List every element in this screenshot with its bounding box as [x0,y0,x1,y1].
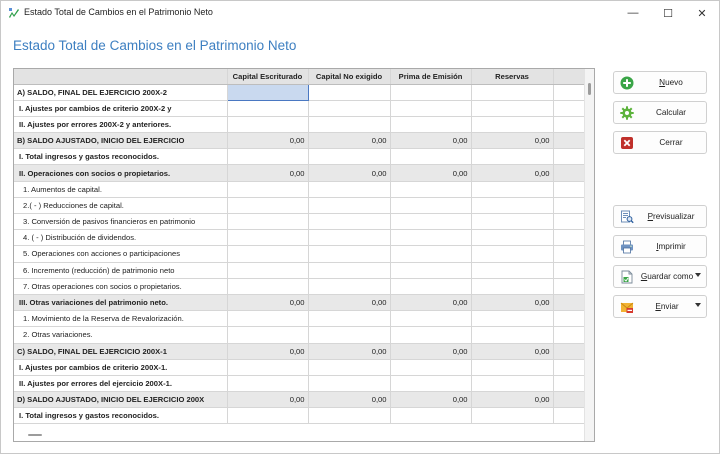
add-circle-icon [620,76,634,90]
close-icon [620,136,634,150]
cell-capital-escriturado[interactable]: 0,00 [227,343,308,359]
cell-capital-escriturado[interactable] [227,84,308,100]
cell-reservas[interactable] [471,214,553,230]
row-label: 3. Conversión de pasivos financieros en patrimonio [14,214,227,230]
chevron-down-icon [695,303,701,307]
cell-prima-emision[interactable] [390,262,471,278]
cell-capital-escriturado[interactable]: 0,00 [227,133,308,149]
cell-extra [553,408,584,424]
cell-extra [553,343,584,359]
row-label: D) SALDO AJUSTADO, INICIO DEL EJERCICIO 200X [14,392,227,408]
column-header-prima-emision[interactable]: Prima de Emisión [390,69,471,84]
row-label: 1. Aumentos de capital. [14,181,227,197]
cell-capital-no-exigido[interactable] [308,197,390,213]
cell-prima-emision[interactable] [390,84,471,100]
cell-reservas[interactable] [471,246,553,262]
horizontal-scrollbar-thumb[interactable] [28,434,42,436]
cell-reservas[interactable]: 0,00 [471,294,553,310]
cell-prima-emision[interactable] [390,278,471,294]
table-row [14,246,584,262]
cell-reservas[interactable] [471,262,553,278]
cell-capital-no-exigido[interactable] [308,327,390,343]
cell-extra [553,100,584,116]
cell-extra [553,262,584,278]
table-row [14,116,584,132]
cell-reservas[interactable] [471,375,553,391]
nuevo-button[interactable] [613,71,707,94]
cell-prima-emision[interactable] [390,230,471,246]
cell-prima-emision[interactable] [390,359,471,375]
cell-capital-no-exigido[interactable]: 0,00 [308,343,390,359]
cell-reservas[interactable]: 0,00 [471,392,553,408]
calcular-button[interactable] [613,101,707,124]
chevron-down-icon [695,273,701,277]
email-pdf-icon [620,300,634,314]
cell-reservas[interactable] [471,149,553,165]
cell-reservas[interactable]: 0,00 [471,165,553,181]
imprimir-button[interactable] [613,235,707,258]
table-row [14,392,584,408]
enviar-label: Enviar [655,302,679,311]
cell-capital-no-exigido[interactable]: 0,00 [308,294,390,310]
cell-prima-emision[interactable] [390,327,471,343]
grid-corner-header [14,69,227,84]
title-bar [1,1,719,25]
cell-prima-emision[interactable]: 0,00 [390,343,471,359]
cell-capital-escriturado[interactable] [227,116,308,132]
row-label: II. Ajustes por errores del ejercicio 200X-1. [14,375,227,391]
row-label: I. Ajustes por cambios de criterio 200X-2 y [14,100,227,116]
table-row [14,262,584,278]
cell-extra [553,311,584,327]
cell-prima-emision[interactable] [390,116,471,132]
row-label: 2. Otras variaciones. [14,327,227,343]
window-title: Estado Total de Cambios en el Patrimonio Neto [24,7,213,17]
vertical-scrollbar[interactable] [584,69,594,441]
close-window-button[interactable] [685,1,719,25]
cell-capital-escriturado[interactable] [227,327,308,343]
row-label: I. Total ingresos y gastos reconocidos. [14,149,227,165]
cell-capital-no-exigido[interactable] [308,408,390,424]
guardar-como-label: Guardar como [640,272,694,281]
minimize-button[interactable] [616,1,650,25]
grid-table [14,69,585,424]
row-label: II. Ajustes por errores 200X-2 y anteriores. [14,116,227,132]
table-row [14,133,584,149]
column-header-reservas[interactable]: Reservas [471,69,553,84]
cerrar-button[interactable] [613,131,707,154]
table-row [14,181,584,197]
cell-capital-no-exigido[interactable] [308,262,390,278]
cell-capital-no-exigido[interactable]: 0,00 [308,133,390,149]
cell-capital-escriturado[interactable]: 0,00 [227,392,308,408]
row-label: B) SALDO AJUSTADO, INICIO DEL EJERCICIO [14,133,227,149]
row-label: II. Operaciones con socios o propietarios. [14,165,227,181]
gear-icon [620,106,634,120]
table-row [14,311,584,327]
cell-capital-escriturado[interactable] [227,197,308,213]
cell-capital-no-exigido[interactable] [308,100,390,116]
close-icon: ✕ [697,7,707,20]
cell-prima-emision[interactable] [390,181,471,197]
previsualizar-label: Previsualizar [647,212,695,221]
row-label: 4. ( - ) Distribución de dividendos. [14,230,227,246]
cell-prima-emision[interactable] [390,149,471,165]
cell-capital-escriturado[interactable] [227,311,308,327]
cell-capital-no-exigido[interactable] [308,84,390,100]
cell-extra [553,165,584,181]
cell-extra [553,149,584,165]
cell-extra [553,375,584,391]
table-row [14,278,584,294]
cell-capital-escriturado[interactable] [227,246,308,262]
cell-prima-emision[interactable] [390,214,471,230]
cell-reservas[interactable] [471,116,553,132]
cell-reservas[interactable] [471,278,553,294]
cell-reservas[interactable] [471,100,553,116]
cell-capital-no-exigido[interactable] [308,359,390,375]
cell-reservas[interactable] [471,230,553,246]
table-row [14,214,584,230]
cell-capital-escriturado[interactable] [227,262,308,278]
cell-reservas[interactable] [471,84,553,100]
cerrar-label: Cerrar [659,138,683,147]
cell-prima-emision[interactable] [390,100,471,116]
data-grid[interactable] [13,68,595,442]
table-row [14,408,584,424]
row-label: 5. Operaciones con acciones o participaciones [14,246,227,262]
table-row [14,375,584,391]
cell-capital-no-exigido[interactable] [308,116,390,132]
table-row [14,165,584,181]
cell-capital-escriturado[interactable] [227,230,308,246]
preview-document-icon [620,210,634,224]
cell-capital-escriturado[interactable] [227,149,308,165]
save-as-document-icon [620,270,634,284]
cell-capital-escriturado[interactable] [227,359,308,375]
cell-capital-escriturado[interactable] [227,100,308,116]
table-row [14,343,584,359]
table-row [14,230,584,246]
row-label: I. Total ingresos y gastos reconocidos. [14,408,227,424]
guardar-como-button[interactable] [613,265,707,288]
cell-prima-emision[interactable] [390,408,471,424]
cell-capital-escriturado[interactable] [227,278,308,294]
maximize-icon: ☐ [663,7,673,20]
column-header-capital-escriturado[interactable]: Capital Escriturado [227,69,308,84]
cell-prima-emision[interactable]: 0,00 [390,165,471,181]
cell-reservas[interactable] [471,327,553,343]
cell-prima-emision[interactable] [390,197,471,213]
previsualizar-button[interactable] [613,205,707,228]
cell-capital-no-exigido[interactable] [308,214,390,230]
row-label: III. Otras variaciones del patrimonio neto. [14,294,227,310]
cell-capital-no-exigido[interactable]: 0,00 [308,165,390,181]
grid-header-row [14,69,584,84]
printer-icon [620,240,634,254]
calcular-label: Calcular [655,108,687,117]
cell-prima-emision[interactable] [390,246,471,262]
row-label: 7. Otras operaciones con socios o propietarios. [14,278,227,294]
row-label: 6. Incremento (reducción) de patrimonio neto [14,262,227,278]
cell-extra [553,230,584,246]
cell-capital-no-exigido[interactable] [308,375,390,391]
page-title: Estado Total de Cambios en el Patrimonio Neto [13,38,297,53]
cell-extra [553,181,584,197]
cell-prima-emision[interactable]: 0,00 [390,133,471,149]
cell-capital-escriturado[interactable] [227,214,308,230]
cell-reservas[interactable] [471,408,553,424]
cell-reservas[interactable] [471,311,553,327]
cell-reservas[interactable]: 0,00 [471,133,553,149]
cell-reservas[interactable] [471,359,553,375]
cell-capital-no-exigido[interactable] [308,149,390,165]
table-row [14,149,584,165]
app-logo-icon [8,7,20,19]
cell-extra [553,197,584,213]
cell-capital-escriturado[interactable] [227,181,308,197]
cell-prima-emision[interactable]: 0,00 [390,294,471,310]
minimize-icon: — [627,7,639,19]
cell-extra [553,214,584,230]
cell-extra [553,327,584,343]
table-row [14,197,584,213]
cell-capital-escriturado[interactable] [227,375,308,391]
cell-reservas[interactable] [471,181,553,197]
column-header-capital-no-exigido[interactable]: Capital No exigido [308,69,390,84]
nuevo-label: Nuevo [659,78,683,87]
cell-reservas[interactable]: 0,00 [471,343,553,359]
column-header-extra [553,69,584,84]
cell-extra [553,294,584,310]
cell-extra [553,116,584,132]
cell-capital-escriturado[interactable] [227,408,308,424]
cell-capital-no-exigido[interactable] [308,311,390,327]
cell-prima-emision[interactable]: 0,00 [390,392,471,408]
row-label: 1. Movimiento de la Reserva de Revalorización. [14,311,227,327]
table-row [14,359,584,375]
cell-extra [553,392,584,408]
maximize-button[interactable] [651,1,685,25]
cell-extra [553,278,584,294]
row-label: A) SALDO, FINAL DEL EJERCICIO 200X-2 [14,84,227,100]
cell-capital-no-exigido[interactable] [308,246,390,262]
table-row [14,294,584,310]
vertical-scrollbar-thumb[interactable] [588,83,591,95]
cell-prima-emision[interactable] [390,375,471,391]
row-label: I. Ajustes por cambios de criterio 200X-1. [14,359,227,375]
cell-prima-emision[interactable] [390,311,471,327]
cell-capital-no-exigido[interactable]: 0,00 [308,392,390,408]
row-label: C) SALDO, FINAL DEL EJERCICIO 200X-1 [14,343,227,359]
enviar-button[interactable] [613,295,707,318]
row-label: 2.( - ) Reducciones de capital. [14,197,227,213]
cell-capital-escriturado[interactable]: 0,00 [227,165,308,181]
cell-capital-no-exigido[interactable] [308,278,390,294]
cell-capital-no-exigido[interactable] [308,181,390,197]
cell-reservas[interactable] [471,197,553,213]
cell-extra [553,133,584,149]
imprimir-label: Imprimir [656,242,686,251]
cell-extra [553,84,584,100]
table-row [14,100,584,116]
cell-extra [553,246,584,262]
cell-capital-no-exigido[interactable] [308,230,390,246]
table-row [14,84,584,100]
cell-capital-escriturado[interactable]: 0,00 [227,294,308,310]
cell-extra [553,359,584,375]
table-row [14,327,584,343]
